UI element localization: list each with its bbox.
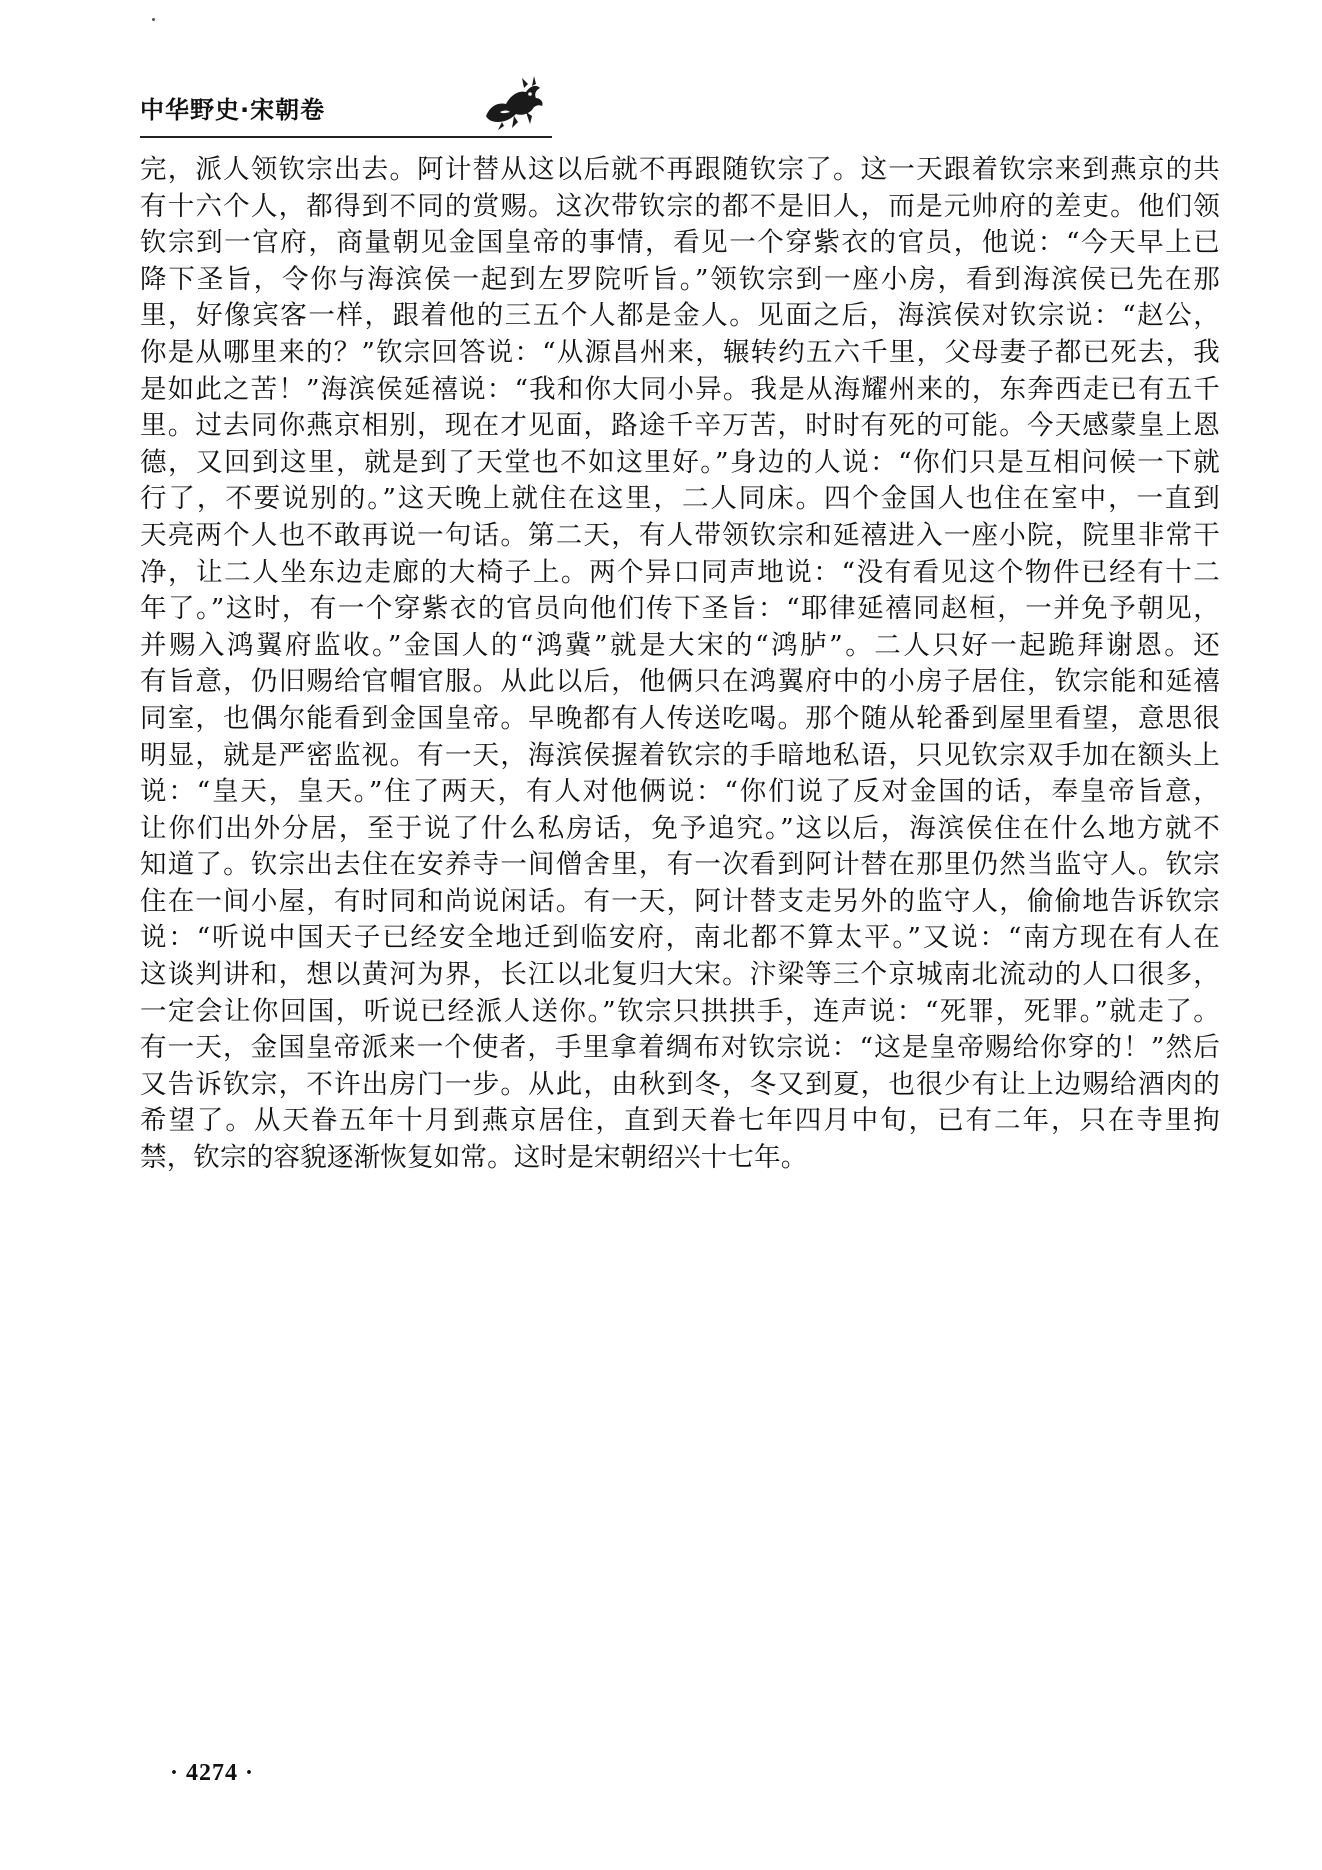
body-line: 说：“皇天，皇天。”住了两天，有人对他俩说：“你们说了反对金国的话，奉皇帝旨意， <box>140 776 1220 808</box>
body-line: 里，好像宾客一样，跟着他的三五个人都是金人。见面之后，海滨侯对钦宗说：“赵公， <box>140 300 1220 332</box>
body-line: 德，又回到这里，就是到了天堂也不如这里好。”身边的人说：“你们只是互相问候一下就 <box>140 446 1220 478</box>
body-line: 降下圣旨，令你与海滨侯一起到左罗院听旨。”领钦宗到一座小房，看到海滨侯已先在那 <box>140 263 1220 295</box>
body-line: 住在一间小屋，有时同和尚说闲话。有一天，阿计替支走另外的监守人，偷偷地告诉钦宗 <box>140 885 1220 917</box>
body-line: 又告诉钦宗，不许出房门一步。从此，由秋到冬，冬又到夏，也很少有让上边赐给酒肉的 <box>140 1068 1220 1100</box>
body-line: 明显，就是严密监视。有一天，海滨侯握着钦宗的手暗地私语，只见钦宗双手加在额头上 <box>140 739 1220 771</box>
body-line: 天亮两个人也不敢再说一句话。第二天，有人带领钦宗和延禧进入一座小院，院里非常干 <box>140 519 1220 551</box>
body-line: 行了，不要说别的。”这天晚上就住在这里，二人同床。四个金国人也住在室中，一直到 <box>140 483 1220 515</box>
body-line: 有旨意，仍旧赐给官帽官服。从此以后，他俩只在鸿翼府中的小房子居住，钦宗能和延禧 <box>140 666 1220 698</box>
body-line: 同室，也偶尔能看到金国皇帝。早晚都有人传送吃喝。那个随从轮番到屋里看望，意思很 <box>140 702 1220 734</box>
body-line: 里。过去同你燕京相别，现在才见面，路途千辛万苦，时时有死的可能。今天感蒙皇上恩 <box>140 410 1220 442</box>
body-line: 知道了。钦宗出去住在安养寺一间僧舍里，有一次看到阿计替在那里仍然当监守人。钦宗 <box>140 849 1220 881</box>
body-line: 年了。”这时，有一个穿紫衣的官员向他们传下圣旨：“耶律延禧同赵桓，一并免予朝见， <box>140 593 1220 625</box>
body-line: 禁，钦宗的容貌逐渐恢复如常。这时是宋朝绍兴十七年。 <box>140 1142 808 1174</box>
dragon-emblem-icon <box>480 76 548 132</box>
body-line: 钦宗到一官府，商量朝见金国皇帝的事情，看见一个穿紫衣的官员，他说：“今天早上已 <box>140 227 1220 259</box>
running-header <box>140 84 1224 136</box>
body-line: 有十六个人，都得到不同的赏赐。这次带钦宗的都不是旧人，而是元帅府的差吏。他们领 <box>140 190 1220 222</box>
header-rule <box>140 136 552 138</box>
body-line: 有一天，金国皇帝派来一个使者，手里拿着绸布对钦宗说：“这是皇帝赐给你穿的！”然后 <box>140 1032 1220 1064</box>
body-line: 一定会让你回国，听说已经派人送你。”钦宗只拱拱手，连声说：“死罪，死罪。”就走了。 <box>140 995 1220 1027</box>
body-line: 你是从哪里来的？”钦宗回答说：“从源昌州来，辗转约五六千里，父母妻子都已死去，我 <box>140 336 1220 368</box>
body-line: 让你们出外分居，至于说了什么私房话，免予追究。”这以后，海滨侯住在什么地方就不 <box>140 812 1220 844</box>
running-header-title: 中华野史·宋朝卷 <box>140 96 326 124</box>
body-line: 并赐入鸿翼府监收。”金国人的“鸿冀”就是大宋的“鸿胪”。二人只好一起跪拜谢恩。还 <box>140 629 1220 661</box>
body-line: 是如此之苦！”海滨侯延禧说：“我和你大同小异。我是从海耀州来的，东奔西走已有五千 <box>140 373 1220 405</box>
body-line: 这谈判讲和，想以黄河为界，长江以北复归大宋。汴梁等三个京城南北流动的人口很多， <box>140 959 1220 991</box>
body-text <box>140 152 1220 1177</box>
body-line: 说：“听说中国天子已经安全地迁到临安府，南北都不算太平。”又说：“南方现在有人在 <box>140 922 1220 954</box>
body-line: 希望了。从天眷五年十月到燕京居住，直到天眷七年四月中旬，已有二年，只在寺里拘 <box>140 1105 1220 1137</box>
scan-speck <box>152 18 155 21</box>
body-line: 净，让二人坐东边走廊的大椅子上。两个异口同声地说：“没有看见这个物件已经有十二 <box>140 556 1220 588</box>
page-number: · 4274 · <box>170 1760 255 1786</box>
body-line: 完，派人领钦宗出去。阿计替从这以后就不再跟随钦宗了。这一天跟着钦宗来到燕京的共 <box>140 154 1220 185</box>
